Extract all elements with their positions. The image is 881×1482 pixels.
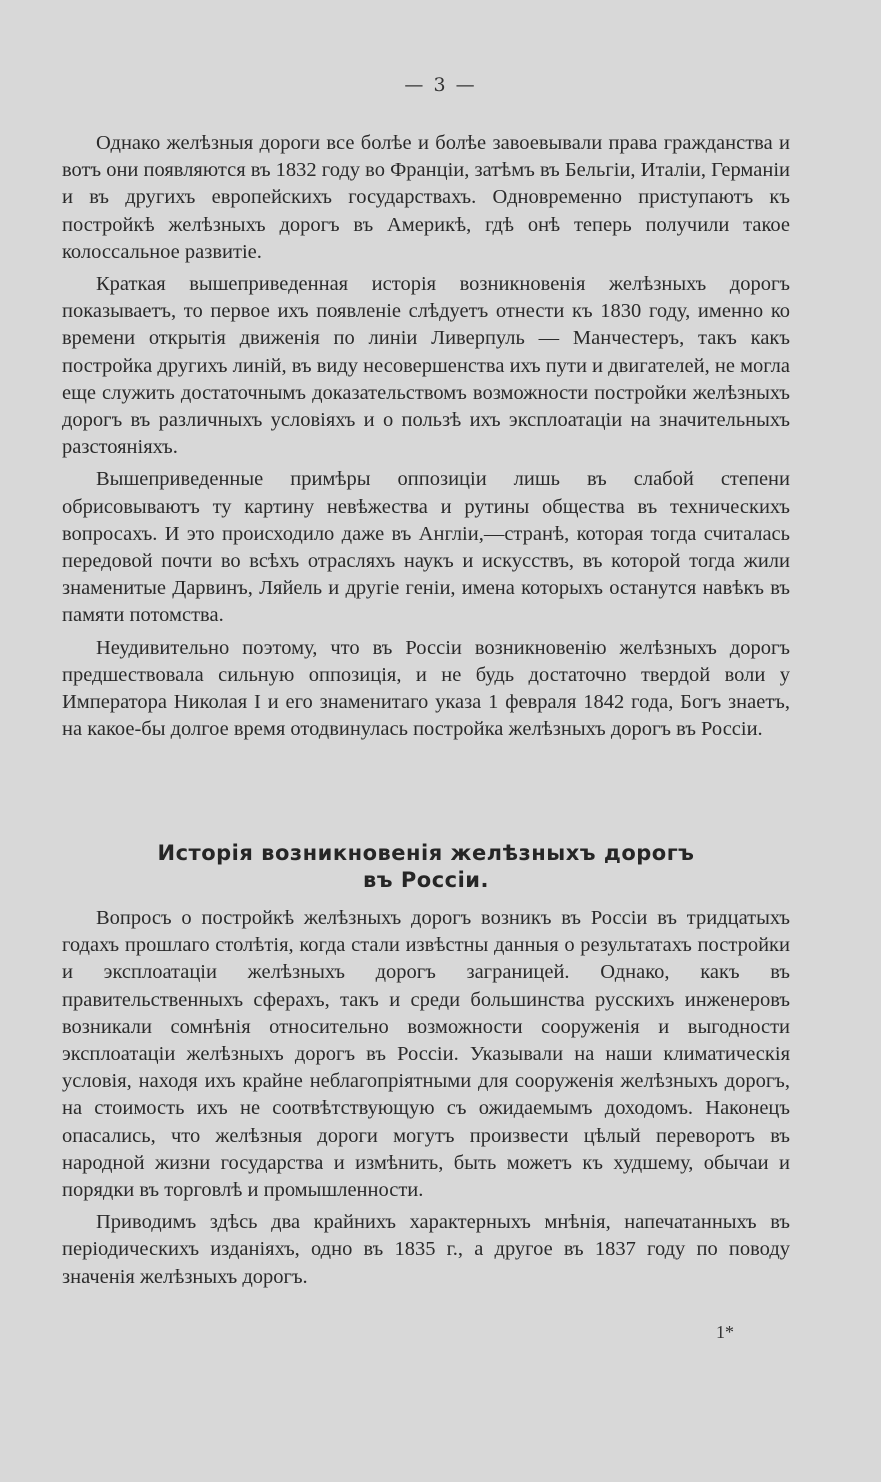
paragraph: Вопросъ о постройкѣ желѣзныхъ дорогъ возникъ въ Россіи въ тридцатыхъ годахъ прошлаго столѣтія, когда стали извѣстны данныя о результатахъ постройки и эксплоатаціи желѣзныхъ дорогъ заграницей. Однако, какъ въ правительственныхъ сферахъ, такъ и среди большинства русскихъ инженеровъ возникали сомнѣнія относительно возможности сооруженія и выгодности эксплоатаціи желѣзныхъ дорогъ въ Россіи. Указывали на наши климатическія условія, находя ихъ крайне неблагопріятными для сооруженія желѣзныхъ дорогъ, на стоимость ихъ не соотвѣтствующую съ ожидаемымъ доходомъ. Наконецъ опасались, что желѣзныя дороги могутъ произвести цѣлый переворотъ въ народной жизни государства и измѣнить, быть можетъ къ худшему, обычаи и порядки въ торговлѣ и промышленности. [62, 907, 790, 1202]
section-heading-line2: въ Россіи. [363, 868, 489, 892]
signature-mark: 1* [716, 1322, 734, 1342]
paragraph: Краткая вышеприведенная исторія возникновенія желѣзныхъ дорогъ показываетъ, то первое ихъ появленіе слѣдуетъ отнести къ 1830 году, именно ко времени открытія движенія по линіи Ливерпуль — Манчестеръ, такъ какъ постройка другихъ линій, въ виду несовершенства ихъ пути и двигателей, не могла еще служить достаточнымъ доказательствомъ возможности постройки желѣзныхъ дорогъ въ различныхъ условіяхъ и о пользѣ ихъ эксплоатаціи на значительныхъ разстояніяхъ. [62, 273, 790, 459]
paragraph: Неудивительно поэтому, что въ Россіи возникновенію желѣзныхъ дорогъ предшествовала сильную оппозиція, и не будь достаточно твердой воли у Императора Николая I и его знаменитаго указа 1 февраля 1842 года, Богъ знаетъ, на какое-бы долгое время отодвинулась постройка желѣзныхъ дорогъ въ Россіи. [62, 636, 790, 741]
body-text-top [62, 130, 790, 748]
page-number: — 3 — [404, 74, 477, 96]
paragraph: Приводимъ здѣсь два крайнихъ характерныхъ мнѣнія, напечатанныхъ въ періодическихъ изданіяхъ, одно въ 1835 г., а другое въ 1837 году по поводу значенія желѣзныхъ дорогъ. [62, 1211, 790, 1288]
body-text-bottom [62, 905, 790, 1296]
paragraph: Вышеприведенные примѣры оппозиціи лишь въ слабой степени обрисовываютъ ту картину невѣжества и рутины общества въ техническихъ вопросахъ. И это происходило даже въ Англіи,—странѣ, которая тогда считалась передовой почти во всѣхъ отрасляхъ наукъ и искусствъ, въ которой тогда жили знаменитые Дарвинъ, Ляйель и другіе геніи, имена которыхъ останутся навѣкъ въ памяти потомства. [62, 468, 790, 627]
section-heading-line1: Исторія возникновенія желѣзныхъ дорогъ [157, 841, 695, 865]
section-heading [62, 840, 790, 894]
paragraph: Однако желѣзныя дороги все болѣе и болѣе завоевывали права гражданства и вотъ они появляются въ 1832 году во Франціи, затѣмъ въ Бельгіи, Италіи, Германіи и въ другихъ европейскихъ государствахъ. Одновременно приступаютъ къ постройкѣ желѣзныхъ дорогъ въ Америкѣ, гдѣ онѣ теперь получили такое колоссальное развитіе. [62, 132, 790, 263]
